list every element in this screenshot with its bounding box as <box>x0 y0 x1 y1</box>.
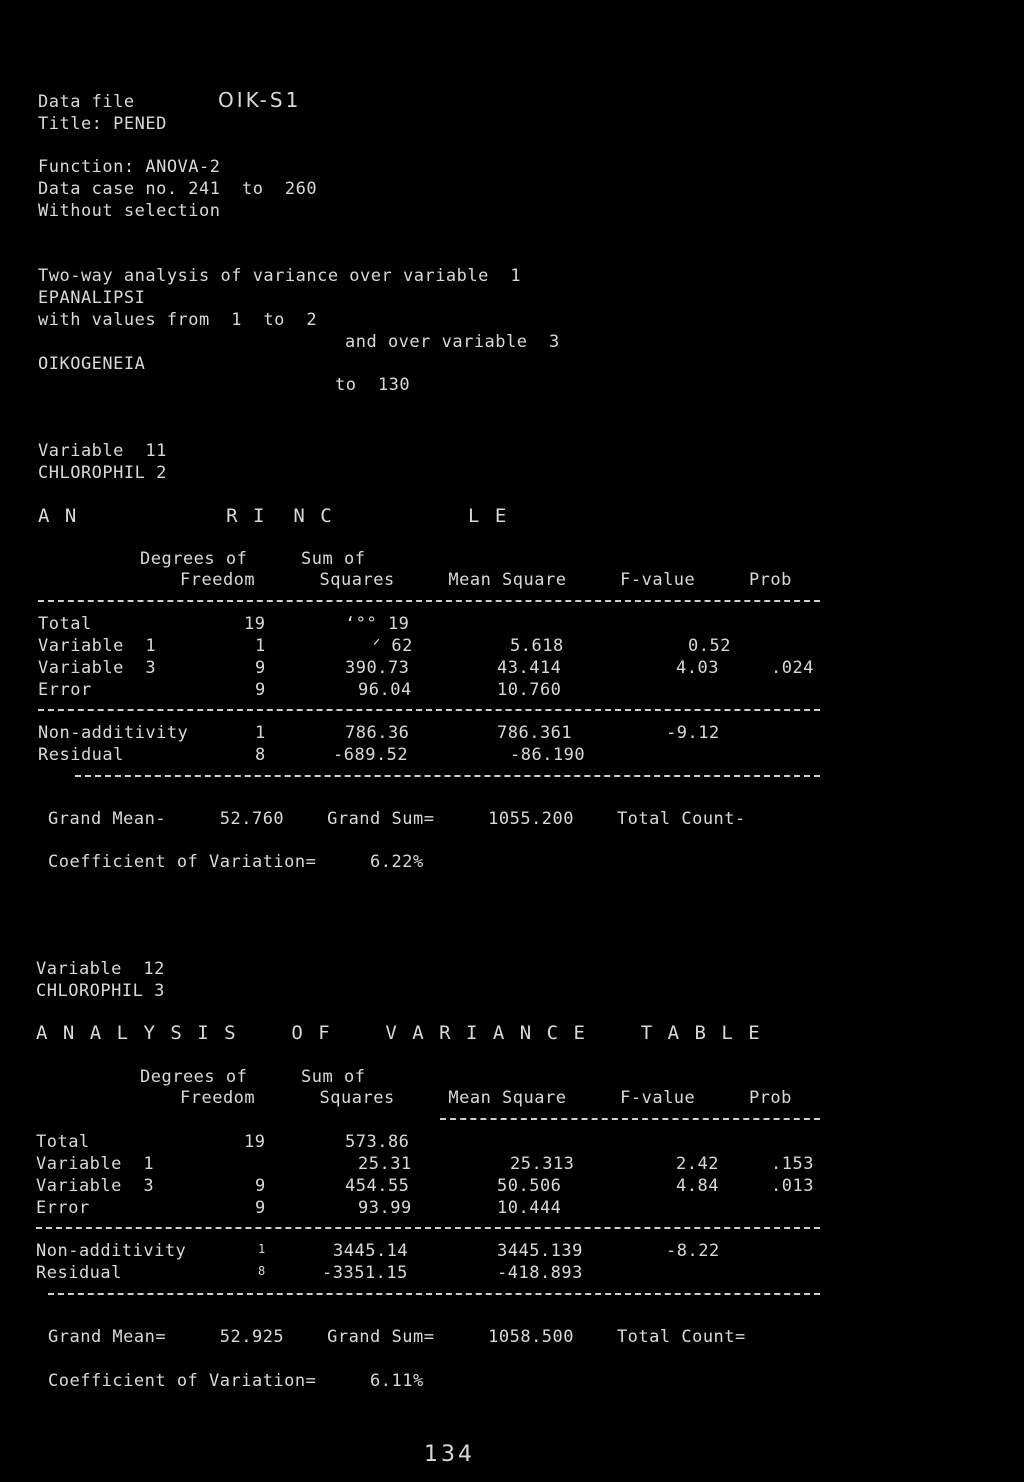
row-df: 9 <box>255 1176 266 1196</box>
row-ss: 96.04 <box>358 680 412 700</box>
row-ss: -3351.15 <box>322 1263 408 1283</box>
row-source: Error <box>38 680 92 700</box>
row-prob: .024 <box>771 658 814 678</box>
row-f: 4.84 <box>676 1176 719 1196</box>
row-source: Residual <box>36 1263 122 1283</box>
row-ss: ᐟ 62 <box>373 636 413 656</box>
row-df: 9 <box>255 658 266 678</box>
title-line: Title: PENED <box>38 114 167 134</box>
row-ss: -689.52 <box>333 745 409 765</box>
row-ms: 3445.139 <box>497 1241 583 1261</box>
row-source: Total <box>36 1132 90 1152</box>
row-source: Non-additivity <box>36 1241 187 1261</box>
selection-line: Without selection <box>38 201 221 221</box>
data-file-label: Data file <box>38 92 135 112</box>
row-df: 1 <box>255 723 266 743</box>
section1-header-bottom: Freedom Squares Mean Square F-value Prob <box>180 570 792 590</box>
row-f: -9.12 <box>666 723 720 743</box>
section1-variable: Variable 11 <box>38 441 167 461</box>
analysis-line-6: to 130 <box>335 375 411 395</box>
row-ms: 50.506 <box>497 1176 562 1196</box>
section2-cv-line: Coefficient of Variation= 6.11% <box>48 1371 424 1391</box>
row-df: 8 <box>255 745 266 765</box>
row-ss: 25.31 <box>358 1154 412 1174</box>
section2-table-title: A N A L Y S I S O F V A R I A N C E T A B L E <box>36 1022 762 1044</box>
analysis-line-4: and over variable 3 <box>345 332 560 352</box>
section1-cv-line: Coefficient of Variation= 6.22% <box>48 852 424 872</box>
row-source: Variable 3 <box>36 1176 155 1196</box>
case-line: Data case no. 241 to 260 <box>38 179 318 199</box>
row-ms: 10.444 <box>497 1198 562 1218</box>
row-ms: 25.313 <box>510 1154 575 1174</box>
row-prob: .153 <box>771 1154 814 1174</box>
row-ss: 573.86 <box>345 1132 410 1152</box>
data-file-value: OIK-S1 <box>218 88 302 112</box>
row-ms: 786.361 <box>497 723 573 743</box>
row-ss: ʻ°° 19 <box>345 614 410 634</box>
row-source: Error <box>36 1198 90 1218</box>
section2-bottom-rule <box>48 1293 820 1295</box>
row-source: Total <box>38 614 92 634</box>
row-df: 9 <box>255 1198 266 1218</box>
row-ms: 5.618 <box>510 636 564 656</box>
section2-header-top: Degrees of Sum of <box>140 1067 366 1087</box>
page-number: 134 <box>424 1442 475 1467</box>
row-ss: 454.55 <box>345 1176 410 1196</box>
section1-table-title: A N R I N C L E <box>38 505 509 527</box>
row-ss: 93.99 <box>358 1198 412 1218</box>
row-ms: -86.190 <box>510 745 586 765</box>
row-ss: 390.73 <box>345 658 410 678</box>
section1-top-rule <box>38 600 820 602</box>
row-df: 19 <box>244 1132 266 1152</box>
row-ms: 10.760 <box>497 680 562 700</box>
analysis-line-5: OIKOGENEIA <box>38 354 146 374</box>
section2-mid-rule <box>36 1227 820 1229</box>
analysis-line-2: EPANALIPSI <box>38 288 146 308</box>
row-ms: -418.893 <box>497 1263 583 1283</box>
row-ss: 3445.14 <box>333 1241 409 1261</box>
section1-mid-rule <box>38 709 820 711</box>
row-df: 8 <box>258 1264 266 1278</box>
section1-bottom-rule <box>75 775 820 777</box>
row-f: 2.42 <box>676 1154 719 1174</box>
section1-header-top: Degrees of Sum of <box>140 549 366 569</box>
row-f: 4.03 <box>676 658 719 678</box>
row-df: 19 <box>244 614 266 634</box>
section1-grand-line: Grand Mean- 52.760 Grand Sum= 1055.200 Total Count- <box>48 809 746 829</box>
row-f: 0.52 <box>688 636 731 656</box>
row-df: 1 <box>258 1242 266 1256</box>
row-source: Residual <box>38 745 124 765</box>
section2-variable-name: CHLOROPHIL 3 <box>36 981 165 1001</box>
row-ms: 43.414 <box>497 658 562 678</box>
row-ss: 786.36 <box>345 723 410 743</box>
section2-header-bottom: Freedom Squares Mean Square F-value Prob <box>180 1088 792 1108</box>
row-source: Variable 1 <box>36 1154 155 1174</box>
row-df: 9 <box>255 680 266 700</box>
row-f: -8.22 <box>666 1241 720 1261</box>
section2-grand-line: Grand Mean= 52.925 Grand Sum= 1058.500 Total Count= <box>48 1327 746 1347</box>
section2-top-rule <box>440 1118 820 1120</box>
section1-variable-name: CHLOROPHIL 2 <box>38 463 167 483</box>
analysis-line-3: with values from 1 to 2 <box>38 310 318 330</box>
analysis-line-1: Two-way analysis of variance over variable 1 <box>38 266 522 286</box>
row-source: Variable 3 <box>38 658 157 678</box>
function-line: Function: ANOVA-2 <box>38 157 221 177</box>
section2-variable: Variable 12 <box>36 959 165 979</box>
row-source: Variable 1 <box>38 636 157 656</box>
row-source: Non-additivity <box>38 723 189 743</box>
row-prob: .013 <box>771 1176 814 1196</box>
row-df: 1 <box>255 636 266 656</box>
